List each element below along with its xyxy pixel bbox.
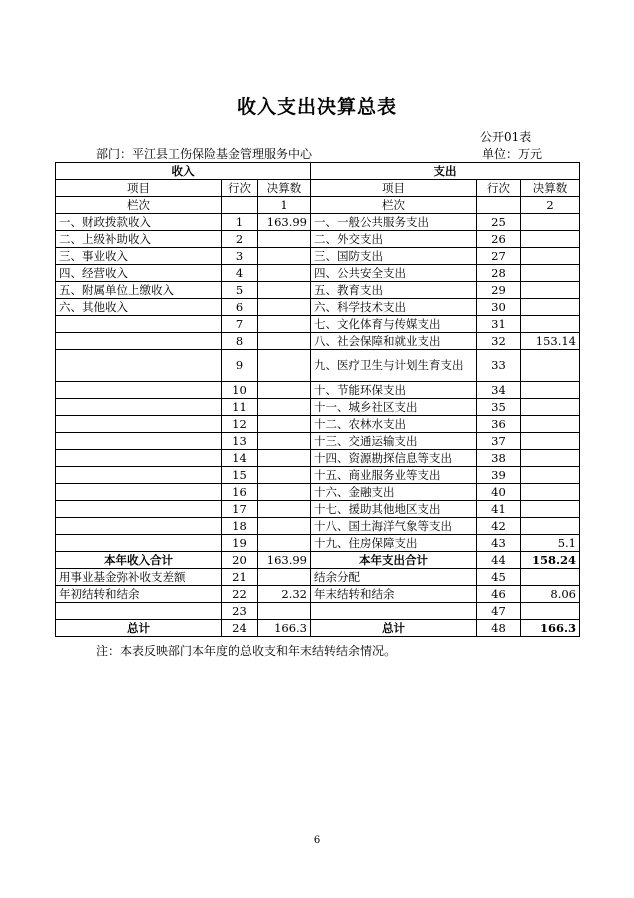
- expense-line-cell: 29: [477, 282, 521, 299]
- income-line-cell: 18: [222, 518, 258, 535]
- page-number: 6: [313, 835, 321, 846]
- expense-amount-cell: [521, 450, 580, 467]
- income-line-cell: 23: [222, 603, 258, 620]
- income-item-cell: [56, 333, 222, 350]
- income-item-cell: [56, 484, 222, 501]
- expense-line-header: 行次: [477, 180, 521, 197]
- expense-item-cell: 四、公共安全支出: [311, 265, 477, 282]
- income-item-cell: [56, 350, 222, 382]
- income-amount-cell: [258, 433, 311, 450]
- expense-amount-cell: 153.14: [521, 333, 580, 350]
- income-amount-cell: 2.32: [258, 586, 311, 603]
- expense-line-cell: 48: [477, 620, 521, 637]
- income-line-header: 行次: [222, 180, 258, 197]
- income-line-cell: 13: [222, 433, 258, 450]
- expense-amount-cell: [521, 265, 580, 282]
- expense-item-cell: 十五、商业服务业等支出: [311, 467, 477, 484]
- income-item-cell: 本年收入合计: [56, 552, 222, 569]
- expense-item-cell: 一、一般公共服务支出: [311, 214, 477, 231]
- income-line-cell: 22: [222, 586, 258, 603]
- expense-line-cell: 25: [477, 214, 521, 231]
- income-line-cell: 10: [222, 382, 258, 399]
- expense-amount-header: 决算数: [521, 180, 580, 197]
- income-item-cell: [56, 535, 222, 552]
- expense-item-cell: 五、教育支出: [311, 282, 477, 299]
- expense-line-cell: 44: [477, 552, 521, 569]
- table-row: [56, 501, 580, 518]
- income-item-cell: 四、经营收入: [56, 265, 222, 282]
- table-row: [56, 282, 580, 299]
- income-amount-cell: 163.99: [258, 552, 311, 569]
- expense-line-cell: 32: [477, 333, 521, 350]
- income-line-cell: 6: [222, 299, 258, 316]
- table-row: [56, 603, 580, 620]
- expense-column-label: 栏次: [311, 197, 477, 214]
- expense-amount-cell: [521, 484, 580, 501]
- expense-line-cell: 27: [477, 248, 521, 265]
- income-amount-header: 决算数: [258, 180, 311, 197]
- expense-line-cell: 46: [477, 586, 521, 603]
- table-row: [56, 350, 580, 382]
- income-line-cell: 8: [222, 333, 258, 350]
- table-row: [56, 248, 580, 265]
- expense-item-cell: 十一、城乡社区支出: [311, 399, 477, 416]
- table-row: [56, 518, 580, 535]
- income-amount-cell: [258, 248, 311, 265]
- income-line-cell: 4: [222, 265, 258, 282]
- income-item-cell: [56, 399, 222, 416]
- income-column-number: 1: [258, 197, 311, 214]
- summary-table: [55, 162, 580, 637]
- income-line-cell: 16: [222, 484, 258, 501]
- expense-line-cell: 28: [477, 265, 521, 282]
- expense-amount-cell: [521, 282, 580, 299]
- expense-amount-cell: [521, 399, 580, 416]
- expense-amount-cell: [521, 214, 580, 231]
- expense-item-cell: 三、国防支出: [311, 248, 477, 265]
- income-amount-cell: [258, 484, 311, 501]
- income-amount-cell: [258, 518, 311, 535]
- expense-line-cell: 39: [477, 467, 521, 484]
- income-item-cell: [56, 416, 222, 433]
- income-item-cell: [56, 518, 222, 535]
- expense-line-cell: 43: [477, 535, 521, 552]
- income-amount-cell: 166.3: [258, 620, 311, 637]
- income-line-cell: 20: [222, 552, 258, 569]
- expense-amount-cell: [521, 501, 580, 518]
- expense-amount-cell: [521, 518, 580, 535]
- income-item-cell: [56, 501, 222, 518]
- page-title: 收入支出决算总表: [236, 96, 397, 118]
- table-row: [56, 535, 580, 552]
- table-row: [56, 399, 580, 416]
- income-amount-cell: 163.99: [258, 214, 311, 231]
- income-amount-cell: [258, 282, 311, 299]
- expense-line-cell: 41: [477, 501, 521, 518]
- column-index-row: [56, 197, 580, 214]
- income-amount-cell: [258, 350, 311, 382]
- expense-item-cell: 十二、农林水支出: [311, 416, 477, 433]
- table-row: [56, 333, 580, 350]
- income-amount-cell: [258, 399, 311, 416]
- income-amount-cell: [258, 382, 311, 399]
- form-number: 公开01表: [480, 130, 532, 144]
- expense-line-cell: 26: [477, 231, 521, 248]
- expense-line-cell: 36: [477, 416, 521, 433]
- income-item-cell: 总计: [56, 620, 222, 637]
- table-row: [56, 569, 580, 586]
- income-amount-cell: [258, 569, 311, 586]
- expense-item-cell: 本年支出合计: [311, 552, 477, 569]
- expense-line-cell: 42: [477, 518, 521, 535]
- income-item-cell: 三、事业收入: [56, 248, 222, 265]
- expense-amount-cell: [521, 248, 580, 265]
- expense-line-cell: 47: [477, 603, 521, 620]
- income-amount-cell: [258, 467, 311, 484]
- expense-item-cell: 十、节能环保支出: [311, 382, 477, 399]
- footnote: 注：本表反映部门本年度的总收支和年末结转结余情况。: [96, 644, 397, 658]
- income-header: 收入: [56, 163, 311, 180]
- expense-amount-cell: 8.06: [521, 586, 580, 603]
- income-amount-cell: [258, 603, 311, 620]
- table-row: [56, 214, 580, 231]
- expense-amount-cell: [521, 350, 580, 382]
- income-line-cell: 5: [222, 282, 258, 299]
- expense-item-header: 项目: [311, 180, 477, 197]
- expense-line-cell: 30: [477, 299, 521, 316]
- income-amount-cell: [258, 316, 311, 333]
- income-amount-cell: [258, 299, 311, 316]
- income-amount-cell: [258, 231, 311, 248]
- expense-item-cell: 结余分配: [311, 569, 477, 586]
- income-item-cell: [56, 603, 222, 620]
- column-header-row: [56, 180, 580, 197]
- income-item-cell: [56, 450, 222, 467]
- income-line-cell: 3: [222, 248, 258, 265]
- income-item-cell: 二、上级补助收入: [56, 231, 222, 248]
- income-column-label: 栏次: [56, 197, 222, 214]
- income-line-cell: 19: [222, 535, 258, 552]
- table-row: [56, 231, 580, 248]
- expense-line-cell: 34: [477, 382, 521, 399]
- expense-item-cell: 十八、国土海洋气象等支出: [311, 518, 477, 535]
- expense-item-cell: 二、外交支出: [311, 231, 477, 248]
- table-row: [56, 316, 580, 333]
- expense-amount-cell: [521, 231, 580, 248]
- income-line-cell: 14: [222, 450, 258, 467]
- income-amount-cell: [258, 416, 311, 433]
- expense-item-cell: 六、科学技术支出: [311, 299, 477, 316]
- income-item-cell: [56, 316, 222, 333]
- income-line-cell: 15: [222, 467, 258, 484]
- income-item-cell: 五、附属单位上缴收入: [56, 282, 222, 299]
- expense-amount-cell: [521, 299, 580, 316]
- table-row: [56, 382, 580, 399]
- expense-amount-cell: [521, 416, 580, 433]
- expense-item-cell: 十六、金融支出: [311, 484, 477, 501]
- expense-amount-cell: 158.24: [521, 552, 580, 569]
- income-line-cell: 24: [222, 620, 258, 637]
- expense-item-cell: [311, 603, 477, 620]
- expense-amount-cell: [521, 433, 580, 450]
- income-amount-cell: [258, 333, 311, 350]
- income-line-cell: 21: [222, 569, 258, 586]
- expense-amount-cell: 166.3: [521, 620, 580, 637]
- income-line-cell: 17: [222, 501, 258, 518]
- expense-item-cell: 八、社会保障和就业支出: [311, 333, 477, 350]
- income-amount-cell: [258, 535, 311, 552]
- expense-line-cell: 31: [477, 316, 521, 333]
- expense-amount-cell: [521, 382, 580, 399]
- expense-amount-cell: [521, 316, 580, 333]
- income-line-cell: 9: [222, 350, 258, 382]
- income-amount-cell: [258, 450, 311, 467]
- expense-item-cell: 七、文化体育与传媒支出: [311, 316, 477, 333]
- income-item-cell: 一、财政拨款收入: [56, 214, 222, 231]
- income-line-cell: 1: [222, 214, 258, 231]
- income-item-header: 项目: [56, 180, 222, 197]
- income-item-cell: 年初结转和结余: [56, 586, 222, 603]
- expense-item-cell: 十七、援助其他地区支出: [311, 501, 477, 518]
- expense-amount-cell: [521, 569, 580, 586]
- table-row: [56, 433, 580, 450]
- expense-amount-cell: [521, 467, 580, 484]
- expense-item-cell: 年末结转和结余: [311, 586, 477, 603]
- expense-item-cell: 十四、资源勘探信息等支出: [311, 450, 477, 467]
- income-line-cell: 2: [222, 231, 258, 248]
- income-amount-cell: [258, 501, 311, 518]
- expense-line-cell: 38: [477, 450, 521, 467]
- table-row: [56, 416, 580, 433]
- expense-item-cell: 九、医疗卫生与计划生育支出: [311, 350, 477, 382]
- expense-item-cell: 十九、住房保障支出: [311, 535, 477, 552]
- income-line-cell: 11: [222, 399, 258, 416]
- expense-column-number: 2: [521, 197, 580, 214]
- department-label: 部门：平江县工伤保险基金管理服务中心: [96, 147, 313, 161]
- section-header-row: [56, 163, 580, 180]
- income-line-cell: 12: [222, 416, 258, 433]
- income-item-cell: 用事业基金弥补收支差额: [56, 569, 222, 586]
- income-item-cell: 六、其他收入: [56, 299, 222, 316]
- income-item-cell: [56, 467, 222, 484]
- expense-item-cell: 十三、交通运输支出: [311, 433, 477, 450]
- expense-line-cell: 33: [477, 350, 521, 382]
- table-row: [56, 265, 580, 282]
- table-row: [56, 450, 580, 467]
- table-row: [56, 552, 580, 569]
- unit-label: 单位：万元: [482, 147, 543, 161]
- expense-line-cell: 40: [477, 484, 521, 501]
- expense-header: 支出: [311, 163, 580, 180]
- expense-amount-cell: 5.1: [521, 535, 580, 552]
- expense-line-cell: 37: [477, 433, 521, 450]
- table-row: [56, 586, 580, 603]
- table-row: [56, 620, 580, 637]
- expense-line-cell: 45: [477, 569, 521, 586]
- table-row: [56, 484, 580, 501]
- table-row: [56, 299, 580, 316]
- table-row: [56, 467, 580, 484]
- income-item-cell: [56, 433, 222, 450]
- expense-amount-cell: [521, 603, 580, 620]
- expense-line-cell: 35: [477, 399, 521, 416]
- income-item-cell: [56, 382, 222, 399]
- expense-item-cell: 总计: [311, 620, 477, 637]
- income-line-cell: 7: [222, 316, 258, 333]
- income-amount-cell: [258, 265, 311, 282]
